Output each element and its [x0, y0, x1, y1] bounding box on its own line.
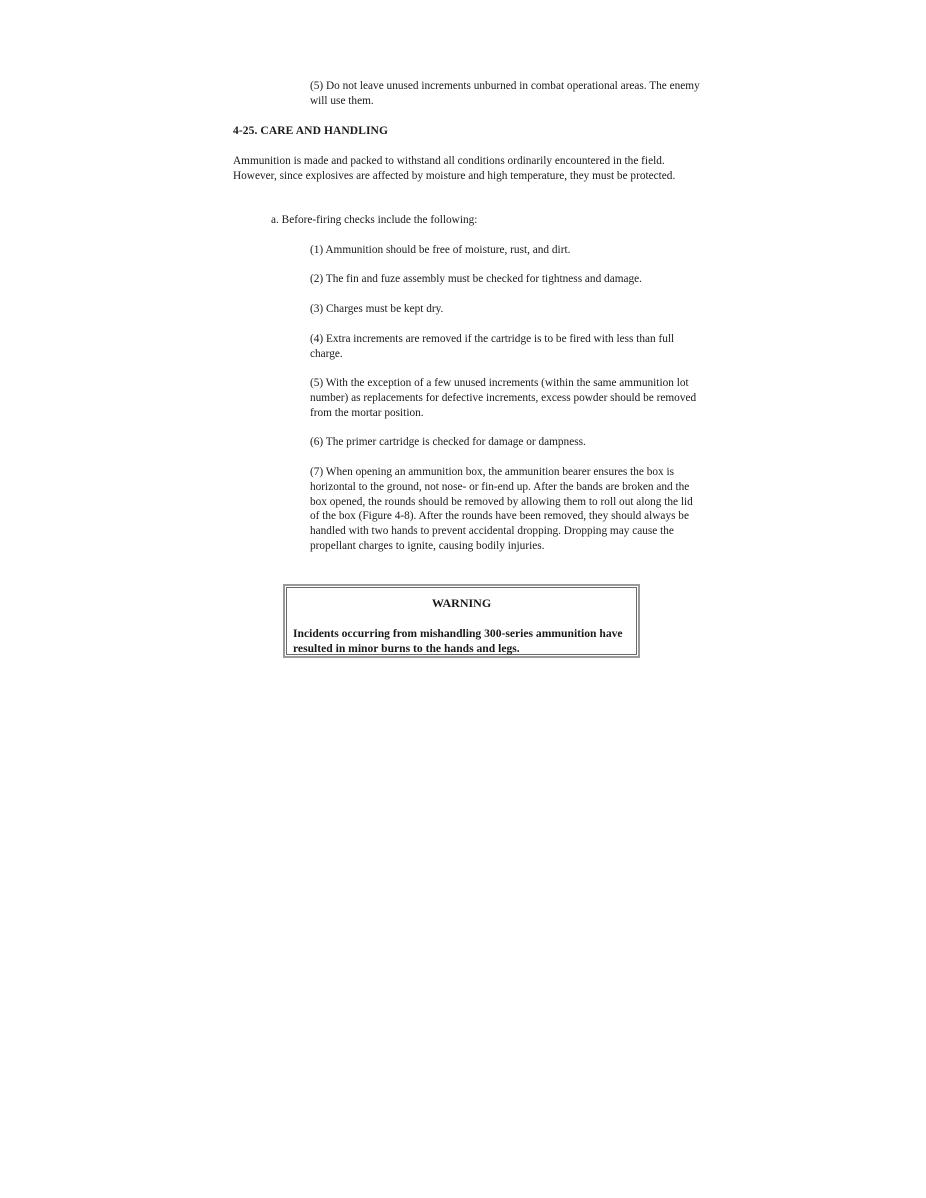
check-item-2: (2) The fin and fuze assembly must be checked for tightness and damage.: [310, 273, 643, 285]
check-item-7: (7) When opening an ammunition box, the ammunition bearer ensures the box is horizontal to the ground, not nose- or fin-end up. After the bands are broken and the box opened, the rounds should be removed by allowing them to roll out along the lid of the box (Figure 4-8). After the rounds have been removed, they should always be handled with two hands to prevent accidental dropping. Dropping may cause the propellant charges to ignite, causing bodily injuries.: [310, 466, 693, 552]
section-intro-paragraph: Ammunition is made and packed to withstand all conditions ordinarily encountered in the field. However, since explosives are affected by moisture and high temperature, they must be protected.: [233, 155, 676, 182]
subsection-a: a. Before-firing checks include the following:: [271, 214, 478, 226]
check-item-4: (4) Extra increments are removed if the cartridge is to be fired with less than full charge.: [310, 333, 675, 360]
check-item-3: (3) Charges must be kept dry.: [310, 303, 444, 315]
section-heading: 4-25. CARE AND HANDLING: [233, 125, 389, 137]
check-item-6: (6) The primer cartridge is checked for damage or dampness.: [310, 436, 586, 448]
check-item-5: (5) With the exception of a few unused increments (within the same ammunition lot number) as replacements for defective increments, excess powder should be removed from the mortar position.: [310, 377, 697, 419]
intro-item-5: (5) Do not leave unused increments unburned in combat operational areas. The enemy will use them.: [310, 80, 700, 107]
warning-text: Incidents occurring from mishandling 300-series ammunition have resulted in minor burns to the hands and legs.: [293, 627, 623, 655]
warning-box: [283, 584, 640, 658]
check-item-1: (1) Ammunition should be free of moisture, rust, and dirt.: [310, 244, 571, 256]
warning-title: WARNING: [431, 596, 492, 610]
